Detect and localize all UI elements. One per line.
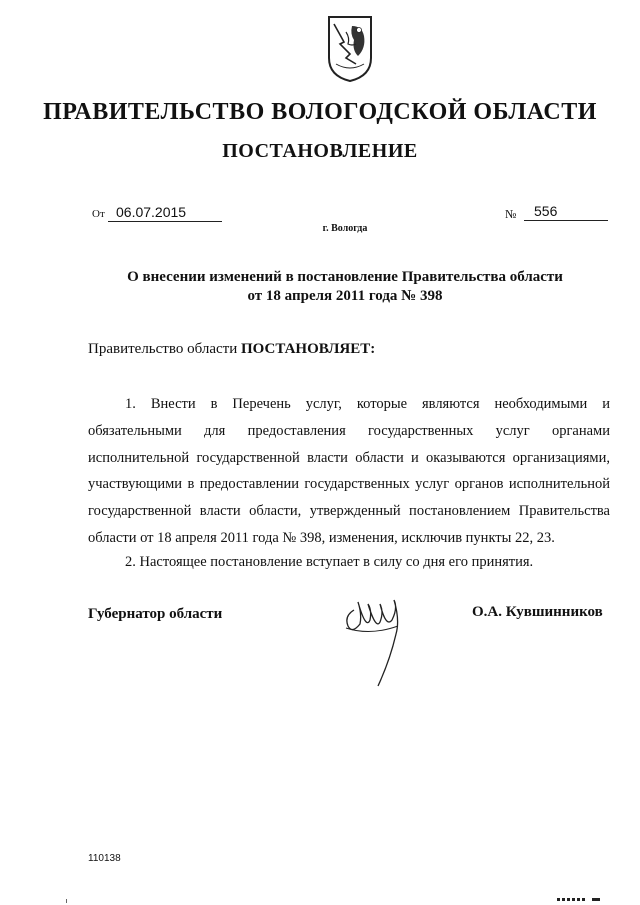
scan-mark <box>592 898 600 901</box>
preamble <box>88 341 375 358</box>
city: г. Вологда <box>322 223 368 234</box>
document-number: 556 <box>524 203 608 221</box>
preamble-decree-word: ПОСТАНОВЛЯЕТ: <box>240 341 376 357</box>
subject-line-2: от 18 апреля 2011 года № 398 <box>247 288 443 304</box>
signatory-name: О.А. Кувшинников <box>472 604 603 620</box>
scan-mark <box>66 899 67 903</box>
handwritten-signature <box>340 590 410 690</box>
signatory-title: Губернатор области <box>88 606 223 622</box>
number-label: № <box>505 207 517 221</box>
coat-of-arms-icon <box>326 14 374 84</box>
paragraph-1: 1. Внести в Перечень услуг, которые являются необходимыми и обязательными для предоставления государственных услуг органами исполнительной государственной власти области и оказываются организациями, участвующими в предоставлении государственных услуг органов исполнительной государственной власти области, утвержденный постановлением Правительства области от 18 апреля 2011 года № 398, изменения, исключив пункты 22, 23. <box>88 396 610 546</box>
date-label: От <box>92 208 105 220</box>
document-subject <box>100 268 590 306</box>
subject-line-1: О внесении изменений в постановление Правительства области <box>127 269 563 285</box>
preamble-text: Правительство области <box>88 341 241 357</box>
organization-title: ПРАВИТЕЛЬСТВО ВОЛОГОДСКОЙ ОБЛАСТИ <box>43 99 597 125</box>
document-type: ПОСТАНОВЛЕНИЕ <box>222 140 418 162</box>
scan-mark <box>557 898 587 901</box>
registration-code: 110138 <box>88 853 121 864</box>
paragraph-2: 2. Настоящее постановление вступает в силу со дня его принятия. <box>125 554 534 570</box>
document-date: 06.07.2015 <box>108 204 222 222</box>
